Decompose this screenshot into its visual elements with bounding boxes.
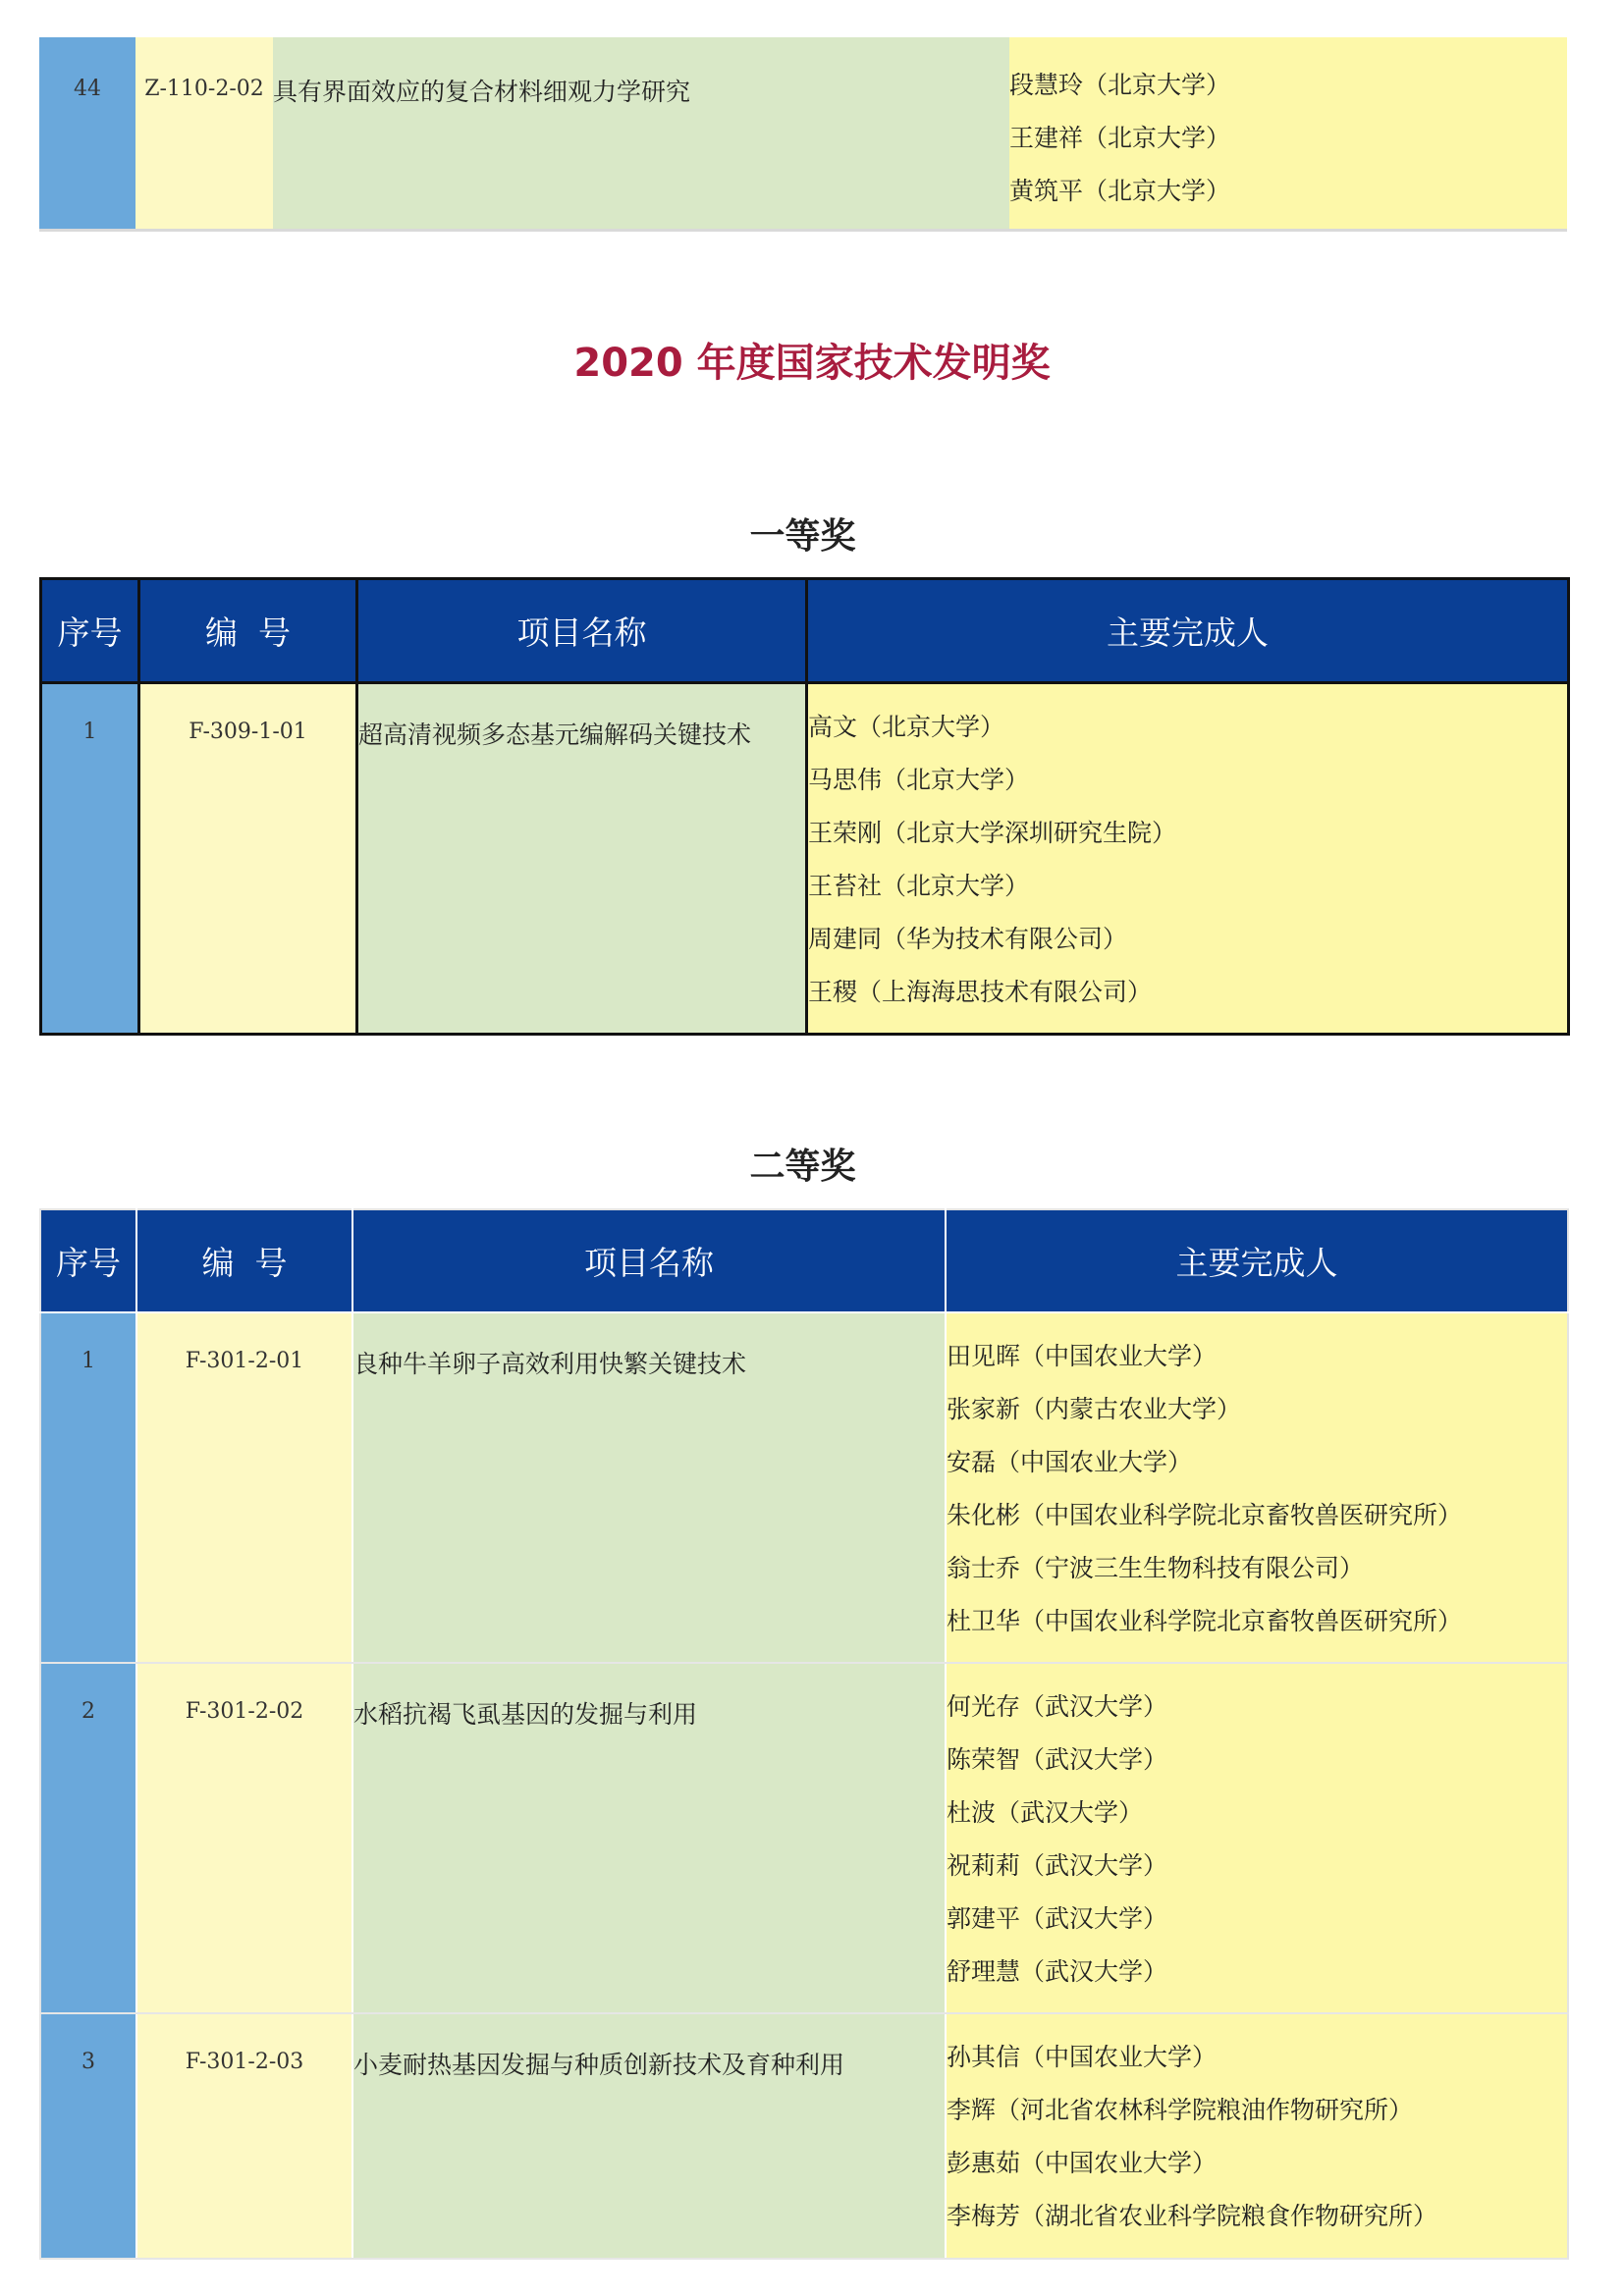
table-header-row [41,579,1569,683]
second-prize-title: 二等奖 [749,1147,856,1187]
project-name: 具有界面效应的复合材料细观力学研究 [273,78,691,106]
person-entry: 高文（北京大学） [808,713,1005,741]
project-name: 良种牛羊卵子高效利用快繁关键技术 [353,1350,747,1378]
header-people: 主要完成人 [807,579,1569,683]
project-code: F-309-1-01 [189,720,307,744]
header-name: 项目名称 [357,579,807,683]
project-name-cell [352,1663,946,2013]
person-entry: 陈荣智（武汉大学） [947,1745,1168,1774]
people-cell [946,2013,1568,2259]
table-row [40,1312,1568,1663]
person-entry: 张家新（内蒙古农业大学） [947,1395,1242,1423]
person-entry: 段慧玲（北京大学） [1009,71,1231,99]
people-cell [807,683,1569,1035]
first-prize-table [39,577,1570,1036]
people-cell [946,1663,1568,2013]
table-row [40,2013,1568,2259]
seq-cell [40,1663,136,2013]
table-row [39,37,1567,230]
seq-number: 1 [82,720,97,744]
person-entry: 杜卫华（中国农业科学院北京畜牧兽医研究所） [947,1607,1463,1635]
person-entry: 王苔社（北京大学） [808,872,1030,900]
project-name: 水稻抗褐飞虱基因的发掘与利用 [353,1700,698,1729]
seq-cell [41,683,139,1035]
person-entry: 王荣刚（北京大学深圳研究生院） [808,819,1177,847]
header-name: 项目名称 [352,1209,946,1312]
code-cell [136,1312,352,1663]
table-row [40,1663,1568,2013]
person-entry: 朱化彬（中国农业科学院北京畜牧兽医研究所） [947,1501,1463,1529]
people-cell [1009,37,1567,230]
header-people: 主要完成人 [946,1209,1568,1312]
first-prize-title: 一等奖 [749,516,856,557]
seq-number: 44 [74,77,101,101]
seq-cell [40,2013,136,2259]
header-code: 编 号 [139,579,357,683]
project-name: 小麦耐热基因发掘与种质创新技术及育种利用 [353,2051,845,2079]
person-entry: 周建同（华为技术有限公司） [808,925,1128,953]
person-entry: 李梅芳（湖北省农业科学院粮食作物研究所） [947,2202,1438,2230]
project-name-cell [352,2013,946,2259]
person-entry: 王稷（上海海思技术有限公司） [808,978,1153,1006]
code-cell [136,1663,352,2013]
project-code: F-301-2-02 [185,1699,304,1724]
previous-table-fragment [39,37,1567,232]
seq-cell [39,37,135,230]
table-header-row [40,1209,1568,1312]
project-name-cell [273,37,1009,230]
header-seq: 序号 [40,1209,136,1312]
person-entry: 王建祥（北京大学） [1009,124,1231,152]
person-entry: 祝莉莉（武汉大学） [947,1851,1168,1880]
project-code: F-301-2-01 [185,1349,304,1373]
person-entry: 马思伟（北京大学） [808,766,1030,794]
people-cell [946,1312,1568,1663]
project-code: F-301-2-03 [185,2050,304,2074]
project-name: 超高清视频多态基元编解码关键技术 [358,721,752,749]
code-cell [135,37,273,230]
seq-cell [40,1312,136,1663]
person-entry: 舒理慧（武汉大学） [947,1957,1168,1986]
code-cell [139,683,357,1035]
person-entry: 彭惠茹（中国农业大学） [947,2149,1218,2177]
person-entry: 杜波（武汉大学） [947,1798,1144,1827]
header-seq: 序号 [41,579,139,683]
person-entry: 何光存（武汉大学） [947,1692,1168,1721]
second-prize-table [39,1208,1569,2260]
person-entry: 李辉（河北省农林科学院粮油作物研究所） [947,2096,1414,2124]
table-row [41,683,1569,1035]
header-code: 编 号 [136,1209,352,1312]
person-entry: 田见晖（中国农业大学） [947,1342,1218,1370]
project-name-cell [352,1312,946,1663]
person-entry: 郭建平（武汉大学） [947,1904,1168,1933]
page-title: 2020 年度国家技术发明奖 [573,341,1051,386]
person-entry: 黄筑平（北京大学） [1009,177,1231,205]
seq-number: 2 [81,1699,95,1724]
person-entry: 翁士乔（宁波三生生物科技有限公司） [947,1554,1365,1582]
project-name-cell [357,683,807,1035]
seq-number: 3 [81,2050,95,2074]
person-entry: 安磊（中国农业大学） [947,1448,1193,1476]
person-entry: 孙其信（中国农业大学） [947,2043,1218,2071]
seq-number: 1 [81,1349,95,1373]
code-cell [136,2013,352,2259]
project-code: Z-110-2-02 [144,77,264,101]
